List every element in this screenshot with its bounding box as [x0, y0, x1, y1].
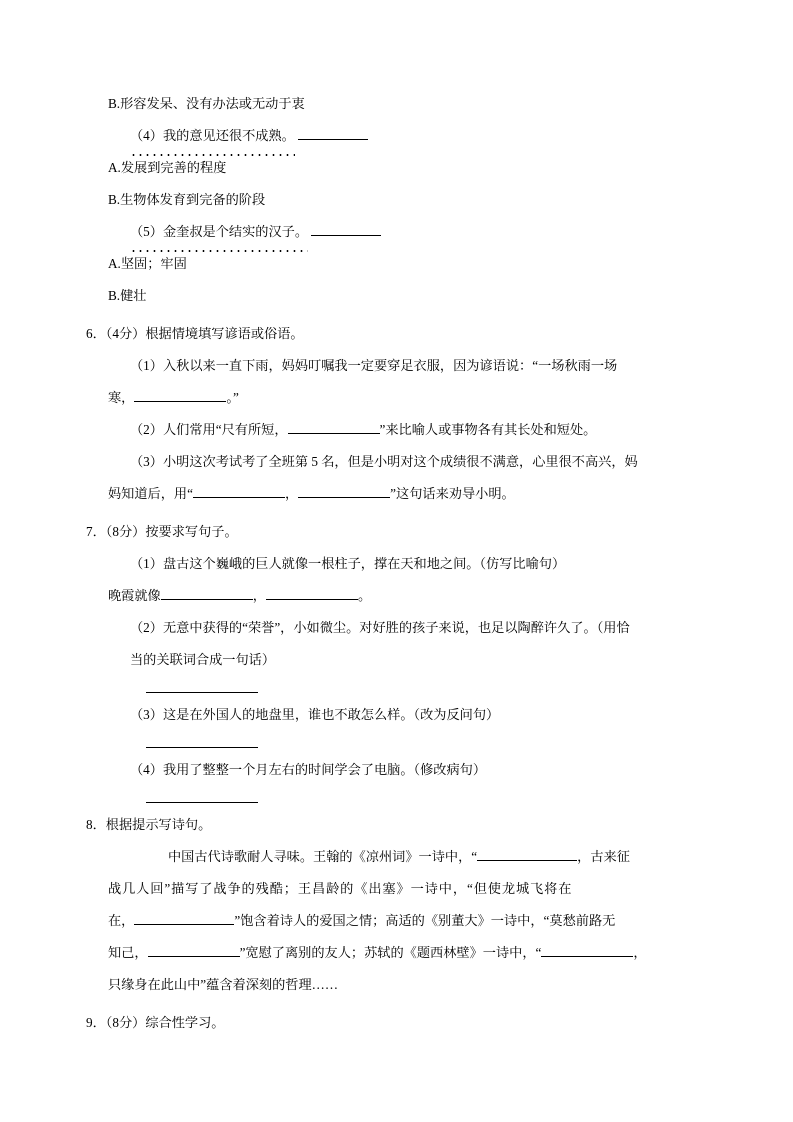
q8-line3-post: ”饱含着诗人的爱国之情；高适的《别董大》一诗中，“莫愁前路无 [234, 913, 616, 928]
q8-line4-end: ， [633, 945, 647, 960]
q5-item4-stem [108, 120, 688, 152]
q6-heading [86, 318, 688, 350]
q6-number: 6．（4分） [86, 326, 146, 341]
q7-item2-line1: （2）无意中获得的“荣誉”，小如微尘。对好胜的孩子来说，也足以陶醉许久了。（用恰 [130, 620, 630, 635]
q8-line2: 战几人回”描写了战争的残酷；王昌龄的《出塞》一诗中，“但使龙城飞将在 [108, 881, 573, 896]
q8-line1 [108, 841, 688, 873]
q5-item5-blank[interactable] [311, 222, 381, 236]
q7-item4: （4）我用了整整一个月左右的时间学会了电脑。（修改病句） [130, 762, 487, 777]
q5-item5-option-a: A.坚固；牢固 [108, 256, 187, 271]
q5-option-b: B.形容发呆、没有办法或无动于衷 [108, 96, 305, 111]
q7-item3-answer-blank[interactable] [146, 733, 258, 748]
q9-number: 9．（8分） [86, 1015, 146, 1030]
q8-blank3[interactable] [148, 943, 240, 957]
q7-item2-line2: 当的关联词合成一句话） [130, 652, 276, 667]
q8-line5: 只缘身在此山中”蕴含着深刻的哲理…… [108, 977, 339, 992]
q9-title: 综合性学习。 [145, 1015, 225, 1030]
q6-item2-post: ”来比喻人或事物各有其长处和短处。 [379, 422, 597, 437]
q6-item1-blank[interactable] [134, 388, 226, 402]
q8-line4 [108, 937, 688, 969]
q8-blank4[interactable] [541, 943, 633, 957]
q5-item5-stem [108, 216, 688, 248]
q8-line4-post: ”宽慰了离别的友人；苏轼的《题西林壁》一诗中，“ [239, 945, 542, 960]
q6-item3-line2-mid: ， [284, 486, 299, 501]
q5-item5-option-b: B.健壮 [108, 288, 147, 303]
q9-heading [86, 1007, 688, 1039]
q8-line3 [108, 905, 688, 937]
q6-item1-line2-pre: 寒， [108, 390, 135, 405]
q7-item1-answer-mid: ， [252, 588, 266, 603]
q8-blank2[interactable] [134, 911, 234, 925]
q6-item3-blank1[interactable] [193, 484, 285, 498]
q5-item4-blank[interactable] [298, 126, 368, 140]
q7-title: 按要求写句子。 [145, 524, 238, 539]
q8-line1-post: ，古来征 [577, 849, 630, 864]
q5-item4-text: （4）我的意见还很不成熟。 [130, 120, 295, 152]
q7-item2-answer-blank[interactable] [146, 678, 258, 693]
q8-number: 8． [86, 817, 106, 832]
q6-item2-pre: （2）人们常用“尺有所短， [130, 422, 288, 437]
q6-item3-blank2[interactable] [298, 484, 390, 498]
q5-item4-option-a: A.发展到完善的程度 [108, 160, 227, 175]
q7-item1-answer [108, 580, 688, 612]
q6-item1-line2-post: 。” [226, 390, 239, 405]
q8-heading [86, 809, 688, 841]
q7-number: 7．（8分） [86, 524, 146, 539]
q6-item1-line2 [108, 382, 688, 414]
q7-heading [86, 516, 688, 548]
q6-item2 [108, 414, 688, 446]
q8-line4-pre: 知己， [108, 945, 148, 960]
q6-item3-line2 [108, 478, 688, 510]
q7-item1: （1）盘古这个巍峨的巨人就像一根柱子，撑在天和地之间。（仿写比喻句） [130, 556, 566, 571]
q7-item4-answer-blank[interactable] [146, 788, 258, 803]
q7-item3: （3）这是在外国人的地盘里，谁也不敢怎么样。（改为反问句） [130, 707, 500, 722]
q8-title: 根据提示写诗句。 [105, 817, 212, 832]
q8-line3-pre: 在， [108, 913, 135, 928]
q7-item1-answer-pre: 晚霞就像 [108, 588, 161, 603]
q8-line1-pre: 中国古代诗歌耐人寻味。王翰的《凉州词》一诗中，“ [168, 849, 478, 864]
q6-item2-blank[interactable] [288, 420, 380, 434]
q7-item1-blank1[interactable] [161, 586, 253, 600]
q7-item1-blank2[interactable] [266, 586, 358, 600]
q6-item1-line1: （1）入秋以来一直下雨，妈妈叮嘱我一定要穿足衣服，因为谚语说：“一场秋雨一场 [130, 358, 618, 373]
q6-item3-line1: （3）小明这次考试考了全班第 5 名，但是小明对这个成绩很不满意，心里很不高兴，妈 [130, 454, 638, 469]
q6-item3-line2-post: ”这句话来劝导小明。 [390, 486, 515, 501]
q5-item4-option-b: B.生物体发育到完备的阶段 [108, 192, 266, 207]
exam-content [86, 88, 688, 1039]
q7-item1-answer-post: 。 [357, 588, 372, 603]
q5-item5-text: （5）金奎叔是个结实的汉子。 [130, 216, 308, 248]
q6-title: 根据情境填写谚语或俗语。 [145, 326, 304, 341]
q6-item3-line2-pre: 妈知道后，用“ [108, 486, 193, 501]
q8-blank1[interactable] [477, 847, 577, 861]
